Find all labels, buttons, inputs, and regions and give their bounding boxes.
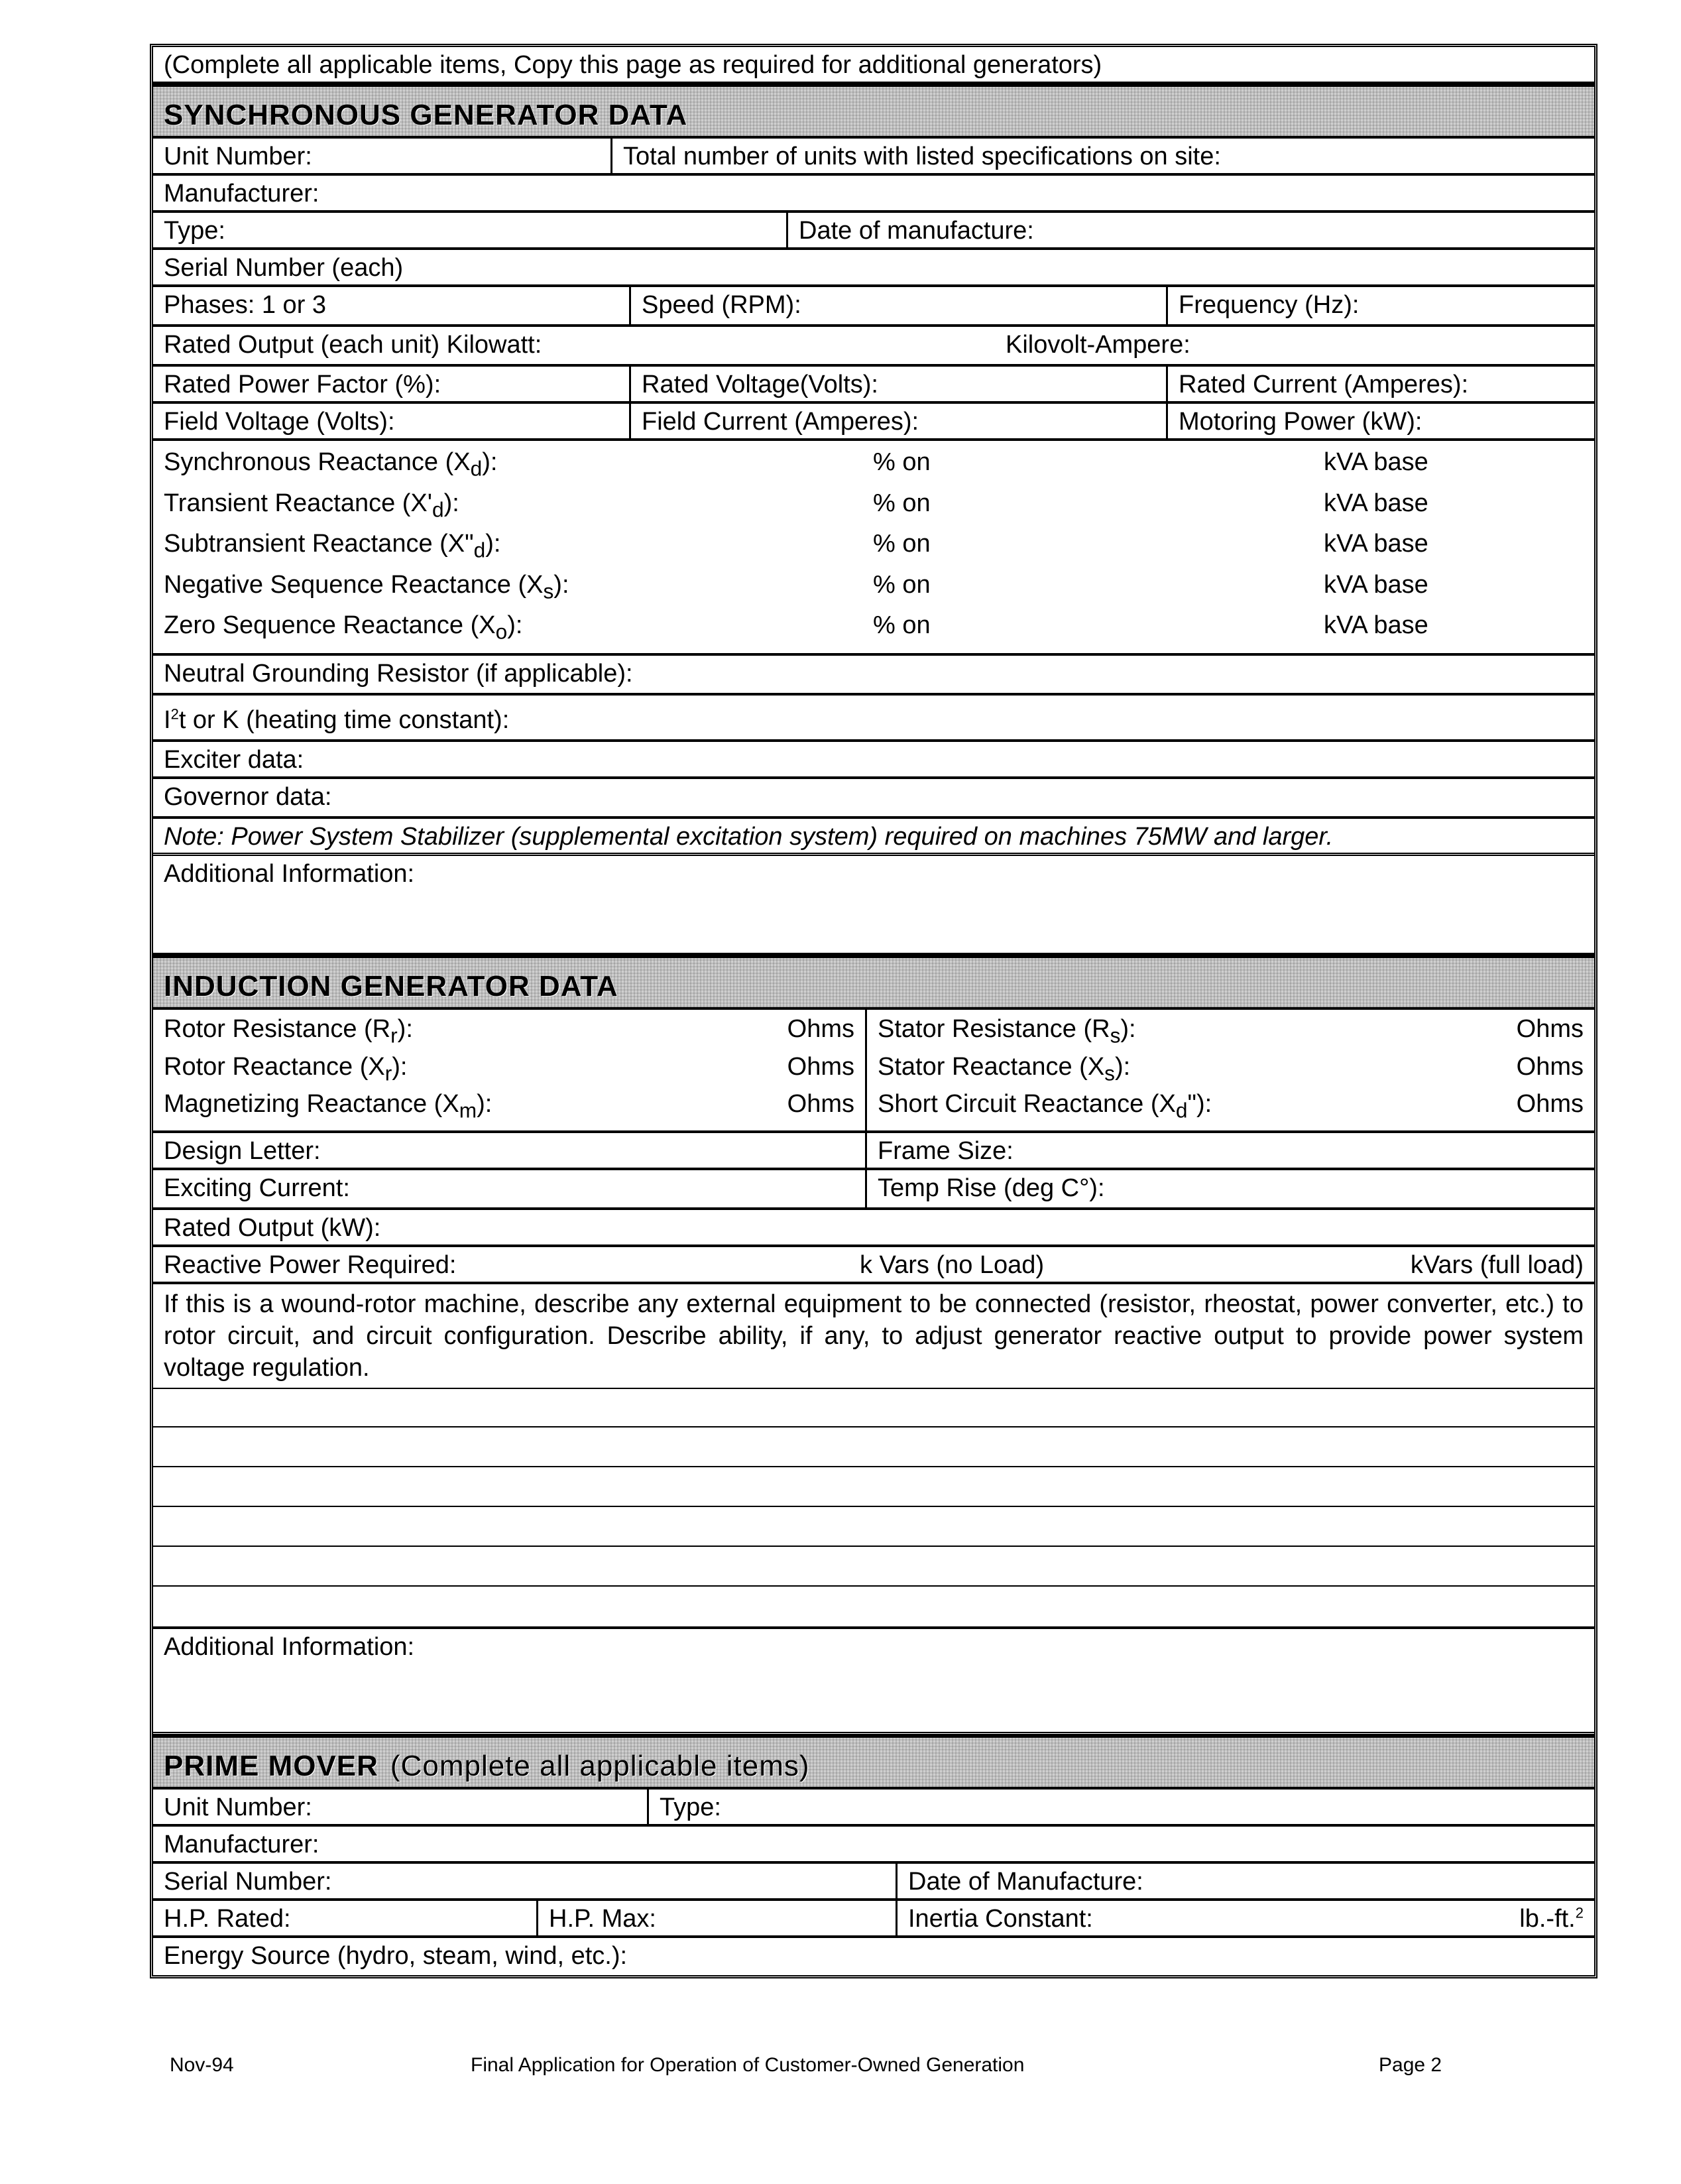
reactance-label: Synchronous Reactance $(X_d)$:: [164, 448, 498, 481]
sync-rated-power-factor-field[interactable]: Rated Power Factor (%):: [164, 371, 441, 398]
prime-row-hp: [153, 1901, 1594, 1938]
sync-phases-field[interactable]: Phases: 1 or 3: [164, 291, 327, 319]
inertia-constant-label: Inertia Constant:: [908, 1904, 1093, 1933]
sync-row-power-factor: [153, 367, 1594, 404]
i2t-prefix: I: [164, 706, 171, 735]
sync-row-manufacturer: [153, 176, 1594, 213]
induction-row-design: [153, 1133, 1594, 1170]
prime-mover-section-title: PRIME MOVER (Complete all applicable items): [164, 1749, 810, 1782]
sync-row-phases: [153, 287, 1594, 327]
prime-serial-number-field[interactable]: Serial Number:: [164, 1867, 332, 1896]
sync-row-i2t: [153, 696, 1594, 742]
induction-row-rated-output: [153, 1210, 1594, 1247]
wound-rotor-answer-line[interactable]: [153, 1587, 1594, 1626]
sync-row-type: [153, 213, 1594, 250]
induction-reactive-power-field[interactable]: Reactive Power Required:: [164, 1250, 457, 1279]
prime-type-field[interactable]: Type:: [647, 1790, 1594, 1824]
sync-reactance-block: [153, 441, 1594, 656]
induction-stator-column: [865, 1010, 1594, 1130]
induction-exciting-current-field[interactable]: Exciting Current:: [164, 1174, 350, 1202]
induction-rotor-column: [153, 1010, 865, 1130]
induction-row-reactive-power: [153, 1247, 1594, 1284]
prime-energy-source-field[interactable]: Energy Source (hydro, steam, wind, etc.):: [164, 1941, 628, 1970]
induction-frame-size-field[interactable]: Frame Size:: [865, 1133, 1594, 1168]
reactance-line[interactable]: [164, 526, 1584, 568]
sync-rated-current-field[interactable]: Rated Current (Amperes):: [1166, 367, 1594, 401]
reactance-line[interactable]: [164, 486, 1584, 527]
wound-rotor-answer-line[interactable]: [153, 1547, 1594, 1587]
footer-page-number: Page 2: [1379, 2054, 1442, 2076]
induction-temp-rise-field[interactable]: Temp Rise (deg C°):: [865, 1170, 1594, 1207]
induction-kvars-no-load-label: k Vars (no Load): [860, 1250, 1045, 1279]
sync-unit-number-field[interactable]: Unit Number:: [164, 143, 312, 170]
induction-design-letter-field[interactable]: Design Letter:: [164, 1136, 321, 1165]
sync-governor-field[interactable]: Governor data:: [164, 782, 332, 811]
generator-data-form: [150, 44, 1597, 1978]
induction-additional-info-label: Additional Information:: [164, 1632, 415, 1661]
sync-neutral-grounding-field[interactable]: Neutral Grounding Resistor (if applicable):: [164, 659, 633, 688]
induction-wound-rotor-block: [153, 1284, 1594, 1629]
sync-field-voltage-field[interactable]: Field Voltage (Volts):: [164, 408, 395, 436]
reactance-list: [153, 441, 1594, 653]
induction-kvars-full-load-label: kVars (full load): [1410, 1250, 1584, 1279]
induction-stator-reactance-field[interactable]: Stator Reactance $(X_s)$: Ohms: [878, 1052, 1584, 1085]
reactance-pct-label: % on: [873, 489, 931, 517]
sync-exciter-field[interactable]: Exciter data:: [164, 745, 304, 774]
sync-date-of-manufacture-field[interactable]: Date of manufacture:: [786, 213, 1594, 247]
reactance-label: Negative Sequence Reactance $(X_s)$:: [164, 570, 569, 603]
sync-serial-number-field[interactable]: Serial Number (each): [164, 254, 404, 282]
prime-hp-rated-field[interactable]: H.P. Rated:: [164, 1904, 291, 1933]
sync-type-field[interactable]: Type:: [164, 217, 225, 245]
induction-rated-output-field[interactable]: Rated Output (kW):: [164, 1213, 381, 1242]
sync-rated-output-kw-field[interactable]: Rated Output (each unit) Kilowatt:: [164, 331, 542, 359]
sync-speed-field[interactable]: Speed (RPM):: [629, 287, 1166, 324]
prime-hp-max-field[interactable]: H.P. Max:: [536, 1901, 896, 1935]
reactance-pct-label: % on: [873, 570, 931, 599]
sync-row-serial: [153, 250, 1594, 287]
sync-frequency-field[interactable]: Frequency (Hz):: [1166, 287, 1594, 324]
reactance-base-label: kVA base: [1324, 611, 1428, 640]
sync-rated-voltage-field[interactable]: Rated Voltage(Volts):: [629, 367, 1166, 401]
reactance-base-label: kVA base: [1324, 448, 1428, 476]
sync-kva-field[interactable]: Kilovolt-Ampere:: [1006, 331, 1190, 359]
wound-rotor-answer-line[interactable]: [153, 1507, 1594, 1547]
reactance-base-label: kVA base: [1324, 570, 1428, 599]
footer-date: Nov-94: [170, 2054, 234, 2076]
sync-row-field: [153, 404, 1594, 441]
induction-wound-rotor-instructions: If this is a wound-rotor machine, describe any external equipment to be connected (resistor, rheostat, power converter, etc.) to rotor circuit, and circuit configuration. Describe ability, if any, to adjust generator reactive output to provide power system voltage regulation.: [164, 1290, 1584, 1382]
reactance-label: Zero Sequence Reactance $(X_o)$:: [164, 611, 523, 644]
prime-row-manufacturer: [153, 1827, 1594, 1864]
prime-row-energy-source: [153, 1938, 1594, 1975]
induction-section-title: INDUCTION GENERATOR DATA: [164, 969, 618, 1002]
induction-short-circuit-reactance-field[interactable]: Short Circuit Reactance $(X_d")$: Ohms: [878, 1090, 1584, 1122]
footer-title: Final Application for Operation of Customer-Owned Generation: [471, 2054, 1025, 2076]
induction-stator-resistance-field[interactable]: Stator Resistance $(R_s)$: Ohms: [878, 1014, 1584, 1048]
induction-section-header: [153, 955, 1594, 1010]
induction-rotor-reactance-field[interactable]: Rotor Reactance $(X_r)$: Ohms: [164, 1052, 854, 1085]
reactance-pct-label: % on: [873, 611, 931, 640]
wound-rotor-answer-line[interactable]: [153, 1388, 1594, 1427]
prime-row-unit: [153, 1790, 1594, 1827]
sync-manufacturer-field[interactable]: Manufacturer:: [164, 180, 319, 208]
sync-row-exciter: [153, 742, 1594, 779]
prime-date-of-manufacture-field[interactable]: Date of Manufacture:: [896, 1864, 1594, 1898]
sync-stabilizer-note: Note: Power System Stabilizer (supplemental excitation system) required on machines 75MW and larger.: [164, 822, 1334, 851]
prime-unit-number-field[interactable]: Unit Number:: [164, 1793, 312, 1821]
reactance-line[interactable]: [164, 445, 1584, 486]
reactance-base-label: kVA base: [1324, 530, 1428, 558]
sync-row-rated-output: [153, 327, 1594, 367]
sync-additional-info-label: Additional Information:: [164, 859, 415, 888]
sync-total-units-field[interactable]: Total number of units with listed specifications on site:: [610, 139, 1594, 173]
sync-motoring-power-field[interactable]: Motoring Power (kW):: [1166, 404, 1594, 438]
inertia-unit-label: lb.-ft.$^2$: [1519, 1904, 1584, 1933]
instructions-text: (Complete all applicable items, Copy this page as required for additional generators): [164, 51, 1102, 79]
reactance-pct-label: % on: [873, 448, 931, 476]
reactance-base-label: kVA base: [1324, 489, 1428, 517]
sync-additional-info-area[interactable]: [153, 856, 1594, 955]
reactance-label: Transient Reactance $(X'_d)$:: [164, 489, 459, 522]
sync-field-current-field[interactable]: Field Current (Amperes):: [629, 404, 1166, 438]
prime-mover-section-header: [153, 1735, 1594, 1790]
prime-row-serial: [153, 1864, 1594, 1901]
synchronous-section-title: SYNCHRONOUS GENERATOR DATA: [164, 99, 688, 131]
reactance-pct-label: % on: [873, 530, 931, 558]
sync-row-neutral-grounding: [153, 656, 1594, 696]
induction-resistance-block: [153, 1010, 1594, 1133]
induction-rotor-resistance-field[interactable]: Rotor Resistance $(R_r)$: Ohms: [164, 1014, 854, 1048]
sync-row-governor: [153, 779, 1594, 819]
sync-row-unit: [153, 139, 1594, 176]
reactance-line[interactable]: [164, 568, 1584, 609]
i2t-superscript: 2: [170, 705, 179, 723]
instructions-row: [153, 47, 1594, 84]
induction-magnetizing-reactance-field[interactable]: Magnetizing Reactance $(X_m)$: Ohms: [164, 1090, 854, 1122]
prime-manufacturer-field[interactable]: Manufacturer:: [164, 1830, 319, 1858]
induction-additional-info-area[interactable]: [153, 1629, 1594, 1735]
sync-row-note: [153, 819, 1594, 856]
sync-i2t-field[interactable]: [153, 702, 1594, 739]
wound-rotor-answer-line[interactable]: [153, 1427, 1594, 1467]
i2t-label: t or K (heating time constant):: [178, 706, 510, 735]
induction-row-exciting: [153, 1170, 1594, 1210]
reactance-line[interactable]: [164, 608, 1584, 649]
synchronous-section-header: [153, 84, 1594, 139]
prime-inertia-constant-field[interactable]: [896, 1901, 1594, 1935]
wound-rotor-answer-line[interactable]: [153, 1467, 1594, 1507]
reactance-label: Subtransient Reactance $(X"_d)$:: [164, 530, 501, 562]
